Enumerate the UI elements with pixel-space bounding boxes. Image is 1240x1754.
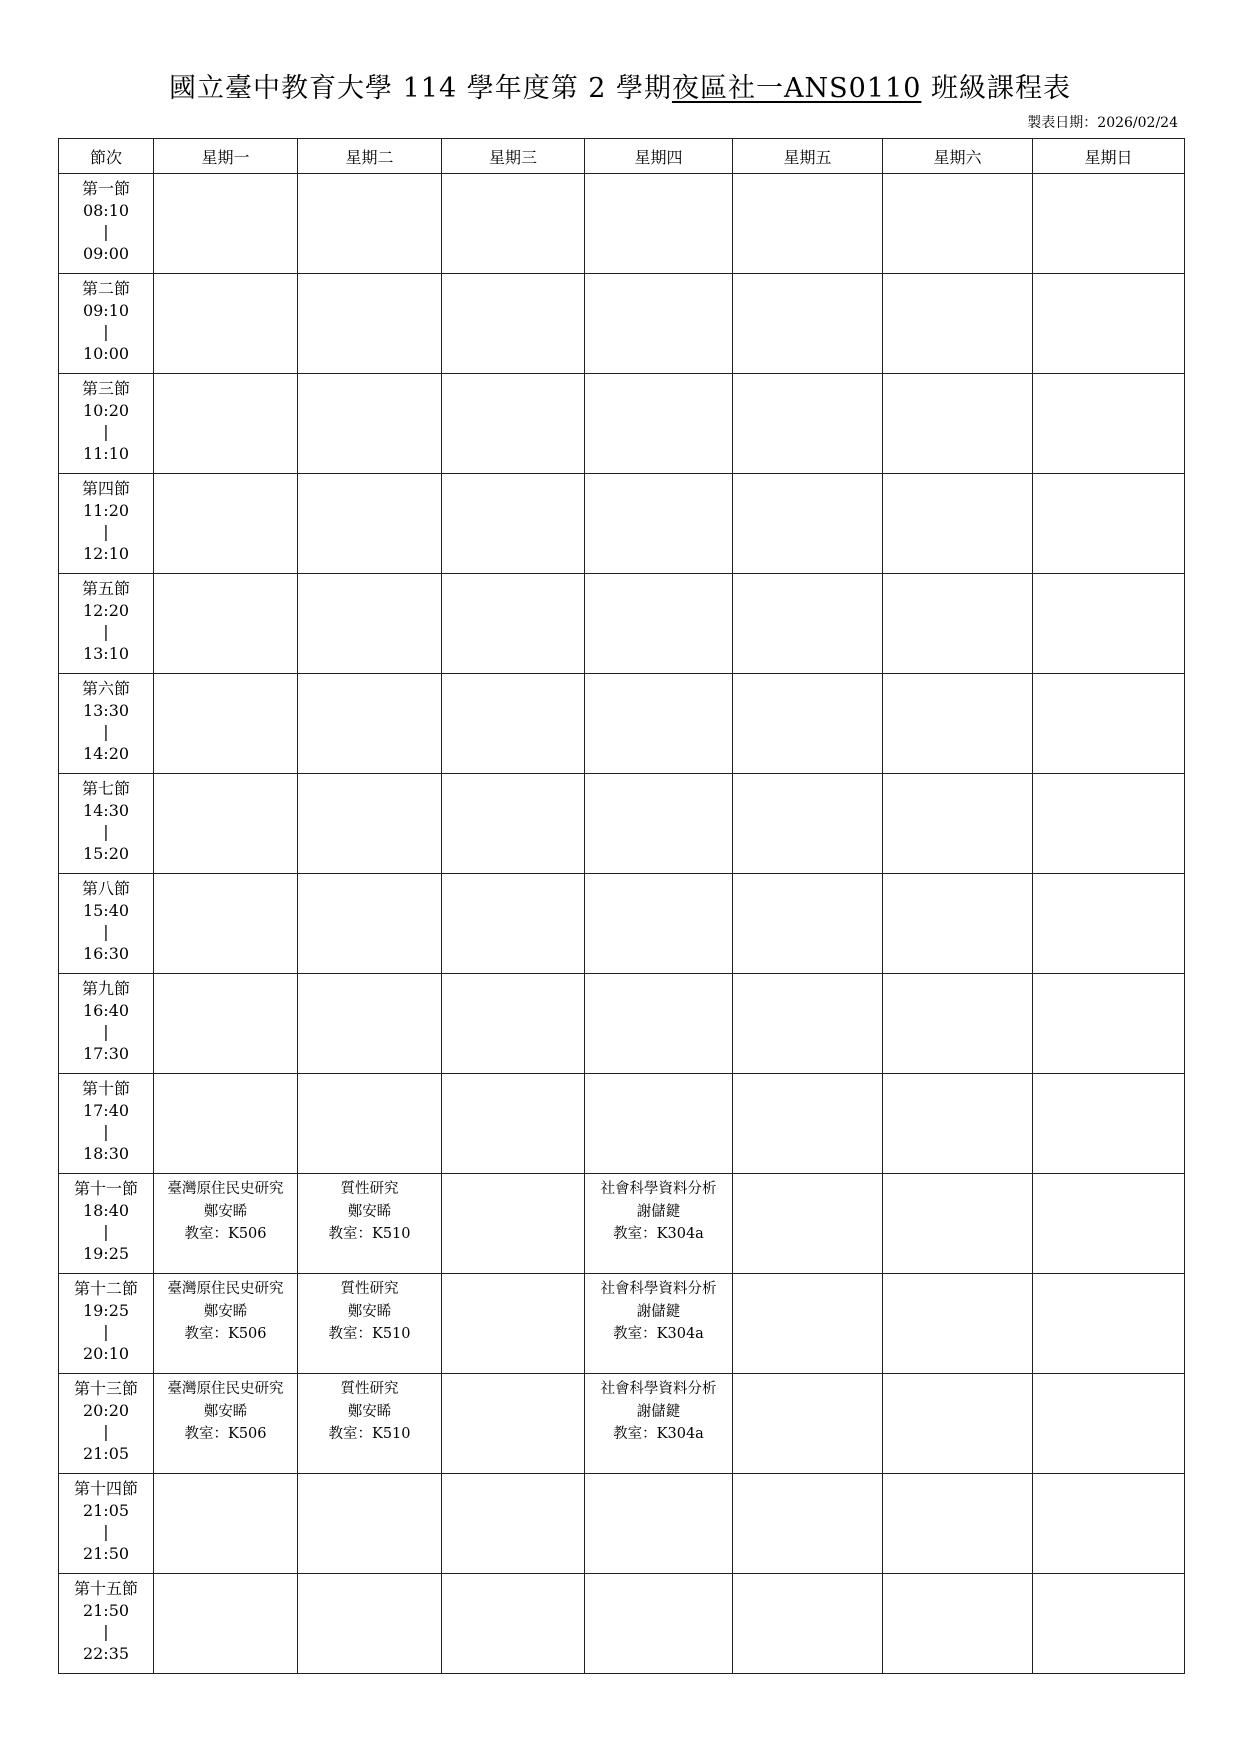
course-name: 社會科學資料分析 (600, 1281, 717, 1297)
schedule-cell-thursday (585, 474, 733, 574)
schedule-cell-monday (154, 174, 298, 274)
header-row (59, 139, 1185, 174)
schedule-cell-wednesday (442, 1274, 585, 1374)
schedule-cell-monday (154, 1474, 298, 1574)
period-end-time: 17:30 (82, 1043, 130, 1063)
period-end-time: 12:10 (82, 543, 130, 563)
course-teacher: 謝儲鍵 (636, 1403, 681, 1420)
schedule-cell-sunday (1033, 574, 1185, 674)
period-start-time: 17:40 (82, 1100, 130, 1120)
schedule-cell-sunday (1033, 1574, 1185, 1674)
schedule-cell-friday (733, 1174, 883, 1274)
period-separator: | (103, 822, 109, 841)
schedule-cell-monday (154, 1574, 298, 1674)
period-end-time: 22:35 (82, 1643, 130, 1663)
column-header-period: 節次 (59, 139, 154, 174)
schedule-table (58, 138, 1185, 1674)
period-separator: | (103, 222, 109, 241)
table-row (59, 1574, 1185, 1674)
schedule-cell-saturday (883, 374, 1033, 474)
course-room: 教室：K304a (613, 1426, 704, 1442)
period-name: 第九節 (81, 979, 130, 998)
table-row (59, 374, 1185, 474)
schedule-cell-friday (733, 774, 883, 874)
course-teacher: 鄭安睎 (203, 1303, 248, 1320)
course-teacher: 鄭安睎 (203, 1203, 248, 1220)
table-row (59, 1474, 1185, 1574)
date-label: 製表日期： (1027, 115, 1098, 131)
period-cell (59, 174, 154, 274)
course-room: 教室：K510 (328, 1226, 411, 1242)
course-room: 教室：K510 (328, 1426, 411, 1442)
schedule-cell-wednesday (442, 1574, 585, 1674)
period-name: 第十節 (81, 1079, 130, 1098)
period-end-time: 21:50 (82, 1543, 130, 1563)
schedule-cell-friday (733, 1474, 883, 1574)
course-teacher: 鄭安睎 (347, 1303, 392, 1320)
period-cell (59, 774, 154, 874)
column-header-friday: 星期五 (733, 139, 883, 174)
period-separator: | (103, 1622, 109, 1641)
schedule-cell-sunday (1033, 1274, 1185, 1374)
schedule-cell-tuesday (298, 1074, 442, 1174)
course-room: 教室：K506 (184, 1226, 267, 1242)
schedule-cell-wednesday (442, 1374, 585, 1474)
schedule-cell-wednesday (442, 274, 585, 374)
period-start-time: 21:05 (82, 1500, 130, 1520)
schedule-cell-saturday (883, 1074, 1033, 1174)
schedule-cell-wednesday (442, 1074, 585, 1174)
schedule-cell-friday (733, 174, 883, 274)
schedule-cell-friday (733, 274, 883, 374)
schedule-cell-wednesday (442, 674, 585, 774)
course-cell-tuesday (298, 1374, 442, 1474)
course-cell-tuesday (298, 1274, 442, 1374)
schedule-cell-monday (154, 874, 298, 974)
schedule-cell-thursday (585, 874, 733, 974)
period-end-time: 14:20 (82, 743, 130, 763)
table-row (59, 174, 1185, 274)
schedule-cell-friday (733, 874, 883, 974)
course-name: 社會科學資料分析 (600, 1181, 717, 1197)
course-teacher: 謝儲鍵 (636, 1303, 681, 1320)
schedule-cell-saturday (883, 1574, 1033, 1674)
period-name: 第三節 (81, 379, 130, 398)
schedule-cell-saturday (883, 174, 1033, 274)
schedule-cell-sunday (1033, 174, 1185, 274)
course-cell-monday (154, 1374, 298, 1474)
period-name: 第五節 (81, 579, 130, 598)
table-row (59, 1274, 1185, 1374)
schedule-cell-monday (154, 1074, 298, 1174)
schedule-cell-tuesday (298, 874, 442, 974)
period-end-time: 10:00 (82, 343, 130, 363)
table-row (59, 674, 1185, 774)
period-name: 第八節 (81, 879, 130, 898)
schedule-cell-thursday (585, 274, 733, 374)
schedule-cell-tuesday (298, 274, 442, 374)
period-start-time: 21:50 (82, 1600, 130, 1620)
period-start-time: 08:10 (82, 200, 130, 220)
course-name: 臺灣原住民史研究 (167, 1281, 284, 1297)
course-room: 教室：K506 (184, 1326, 267, 1342)
period-start-time: 11:20 (82, 500, 130, 520)
period-cell (59, 1174, 154, 1274)
course-room: 教室：K304a (613, 1326, 704, 1342)
table-row (59, 474, 1185, 574)
title-prefix: 國立臺中教育大學 114 學年度第 2 學期 (169, 73, 673, 104)
schedule-cell-friday (733, 474, 883, 574)
schedule-cell-wednesday (442, 774, 585, 874)
course-cell-monday (154, 1174, 298, 1274)
course-cell-tuesday (298, 1174, 442, 1274)
course-name: 臺灣原住民史研究 (167, 1181, 284, 1197)
schedule-cell-wednesday (442, 474, 585, 574)
course-cell-monday (154, 1274, 298, 1374)
schedule-body (59, 174, 1185, 1674)
schedule-cell-tuesday (298, 774, 442, 874)
period-name: 第十一節 (73, 1179, 138, 1198)
schedule-cell-thursday (585, 1574, 733, 1674)
schedule-cell-saturday (883, 1474, 1033, 1574)
course-room: 教室：K506 (184, 1426, 267, 1442)
schedule-cell-friday (733, 674, 883, 774)
schedule-cell-saturday (883, 1374, 1033, 1474)
schedule-cell-sunday (1033, 374, 1185, 474)
course-teacher: 鄭安睎 (347, 1203, 392, 1220)
column-header-wednesday: 星期三 (442, 139, 585, 174)
period-cell (59, 274, 154, 374)
period-name: 第十二節 (73, 1279, 138, 1298)
schedule-cell-tuesday (298, 374, 442, 474)
period-separator: | (103, 522, 109, 541)
column-header-monday: 星期一 (154, 139, 298, 174)
period-cell (59, 374, 154, 474)
schedule-cell-wednesday (442, 1174, 585, 1274)
period-separator: | (103, 722, 109, 741)
period-name: 第十四節 (73, 1479, 138, 1498)
schedule-cell-sunday (1033, 674, 1185, 774)
period-separator: | (103, 322, 109, 341)
column-header-thursday: 星期四 (585, 139, 733, 174)
schedule-cell-wednesday (442, 874, 585, 974)
schedule-cell-monday (154, 474, 298, 574)
page-title (0, 66, 1240, 105)
schedule-cell-tuesday (298, 474, 442, 574)
schedule-cell-saturday (883, 1274, 1033, 1374)
schedule-cell-sunday (1033, 1074, 1185, 1174)
schedule-cell-sunday (1033, 1174, 1185, 1274)
schedule-cell-monday (154, 774, 298, 874)
schedule-cell-wednesday (442, 174, 585, 274)
report-date (1027, 112, 1178, 132)
period-end-time: 16:30 (82, 943, 130, 963)
schedule-cell-monday (154, 674, 298, 774)
course-name: 質性研究 (340, 1381, 399, 1397)
period-separator: | (103, 1222, 109, 1241)
period-name: 第七節 (81, 779, 130, 798)
period-start-time: 13:30 (82, 700, 130, 720)
period-start-time: 19:25 (82, 1300, 130, 1320)
period-cell (59, 1374, 154, 1474)
class-name: 夜區社一ANS0110 (672, 73, 922, 104)
schedule-cell-thursday (585, 1074, 733, 1174)
course-cell-thursday (585, 1374, 733, 1474)
course-name: 臺灣原住民史研究 (167, 1381, 284, 1397)
period-start-time: 14:30 (82, 800, 130, 820)
period-cell (59, 474, 154, 574)
period-separator: | (103, 1022, 109, 1041)
period-cell (59, 974, 154, 1074)
period-cell (59, 574, 154, 674)
course-teacher: 鄭安睎 (347, 1403, 392, 1420)
period-cell (59, 1074, 154, 1174)
period-separator: | (103, 922, 109, 941)
schedule-cell-sunday (1033, 774, 1185, 874)
schedule-cell-thursday (585, 674, 733, 774)
schedule-cell-sunday (1033, 874, 1185, 974)
schedule-cell-tuesday (298, 1574, 442, 1674)
schedule-cell-saturday (883, 474, 1033, 574)
course-teacher: 謝儲鍵 (636, 1203, 681, 1220)
period-name: 第十三節 (73, 1379, 138, 1398)
schedule-cell-saturday (883, 1174, 1033, 1274)
column-header-tuesday: 星期二 (298, 139, 442, 174)
schedule-cell-saturday (883, 274, 1033, 374)
schedule-cell-friday (733, 974, 883, 1074)
table-row (59, 574, 1185, 674)
schedule-cell-sunday (1033, 474, 1185, 574)
table-row (59, 774, 1185, 874)
course-cell-thursday (585, 1174, 733, 1274)
period-cell (59, 874, 154, 974)
period-name: 第二節 (81, 279, 130, 298)
period-start-time: 10:20 (82, 400, 130, 420)
period-end-time: 21:05 (82, 1443, 130, 1463)
period-start-time: 20:20 (82, 1400, 130, 1420)
schedule-cell-saturday (883, 674, 1033, 774)
period-name: 第六節 (81, 679, 130, 698)
period-start-time: 09:10 (82, 300, 130, 320)
period-separator: | (103, 422, 109, 441)
schedule-cell-wednesday (442, 1474, 585, 1574)
period-separator: | (103, 1522, 109, 1541)
schedule-cell-friday (733, 1574, 883, 1674)
schedule-cell-tuesday (298, 174, 442, 274)
schedule-cell-sunday (1033, 274, 1185, 374)
period-separator: | (103, 1122, 109, 1141)
period-end-time: 15:20 (82, 843, 130, 863)
schedule-cell-friday (733, 1274, 883, 1374)
schedule-cell-thursday (585, 574, 733, 674)
period-start-time: 18:40 (82, 1200, 130, 1220)
period-separator: | (103, 1322, 109, 1341)
period-name: 第一節 (81, 179, 130, 198)
period-end-time: 09:00 (82, 243, 130, 263)
period-end-time: 18:30 (82, 1143, 130, 1163)
period-end-time: 13:10 (82, 643, 130, 663)
schedule-cell-friday (733, 1374, 883, 1474)
period-start-time: 12:20 (82, 600, 130, 620)
schedule-cell-wednesday (442, 974, 585, 1074)
schedule-cell-saturday (883, 574, 1033, 674)
course-name: 質性研究 (340, 1181, 399, 1197)
period-cell (59, 1274, 154, 1374)
schedule-cell-monday (154, 274, 298, 374)
schedule-cell-saturday (883, 774, 1033, 874)
schedule-cell-monday (154, 974, 298, 1074)
period-cell (59, 1474, 154, 1574)
schedule-cell-friday (733, 574, 883, 674)
column-header-saturday: 星期六 (883, 139, 1033, 174)
table-row (59, 1174, 1185, 1274)
course-name: 社會科學資料分析 (600, 1381, 717, 1397)
course-name: 質性研究 (340, 1281, 399, 1297)
course-room: 教室：K304a (613, 1226, 704, 1242)
schedule-cell-tuesday (298, 574, 442, 674)
table-row (59, 274, 1185, 374)
schedule-cell-thursday (585, 774, 733, 874)
table-row (59, 974, 1185, 1074)
schedule-cell-friday (733, 1074, 883, 1174)
course-teacher: 鄭安睎 (203, 1403, 248, 1420)
schedule-cell-friday (733, 374, 883, 474)
schedule-cell-monday (154, 574, 298, 674)
schedule-cell-monday (154, 374, 298, 474)
schedule-cell-wednesday (442, 374, 585, 474)
schedule-cell-saturday (883, 874, 1033, 974)
period-cell (59, 1574, 154, 1674)
schedule-cell-thursday (585, 974, 733, 1074)
title-suffix: 班級課程表 (921, 73, 1071, 104)
schedule-cell-saturday (883, 974, 1033, 1074)
table-row (59, 1374, 1185, 1474)
table-row (59, 874, 1185, 974)
schedule-cell-thursday (585, 374, 733, 474)
period-end-time: 19:25 (82, 1243, 130, 1263)
period-end-time: 11:10 (82, 443, 130, 463)
schedule-cell-thursday (585, 174, 733, 274)
schedule-cell-sunday (1033, 1474, 1185, 1574)
schedule-cell-tuesday (298, 974, 442, 1074)
period-start-time: 15:40 (82, 900, 130, 920)
period-name: 第十五節 (73, 1579, 138, 1598)
schedule-cell-sunday (1033, 974, 1185, 1074)
date-value: 2026/02/24 (1097, 115, 1178, 131)
schedule-cell-thursday (585, 1474, 733, 1574)
period-cell (59, 674, 154, 774)
period-start-time: 16:40 (82, 1000, 130, 1020)
table-row (59, 1074, 1185, 1174)
schedule-cell-tuesday (298, 674, 442, 774)
period-separator: | (103, 1422, 109, 1441)
course-cell-thursday (585, 1274, 733, 1374)
period-separator: | (103, 622, 109, 641)
period-end-time: 20:10 (82, 1343, 130, 1363)
schedule-cell-wednesday (442, 574, 585, 674)
schedule-cell-tuesday (298, 1474, 442, 1574)
column-header-sunday: 星期日 (1033, 139, 1185, 174)
course-room: 教室：K510 (328, 1326, 411, 1342)
period-name: 第四節 (81, 479, 130, 498)
schedule-cell-sunday (1033, 1374, 1185, 1474)
